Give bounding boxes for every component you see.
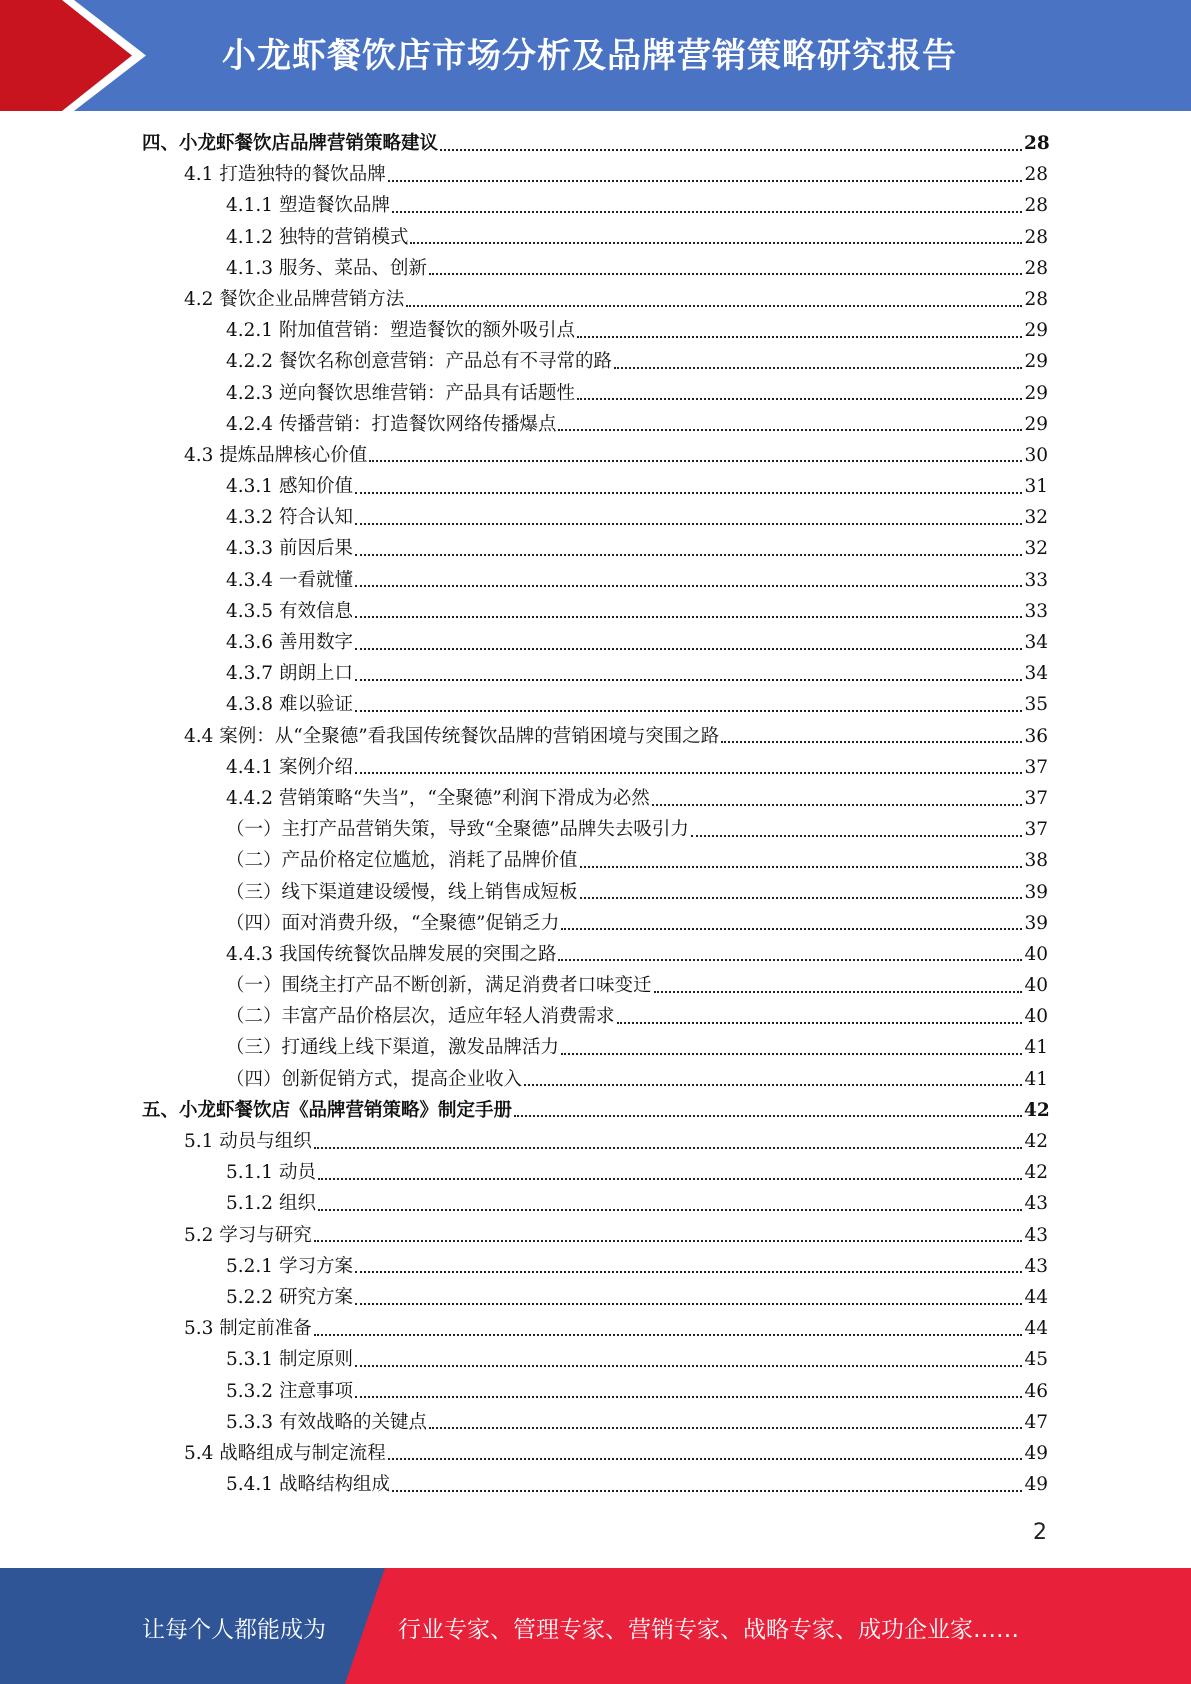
toc-entry-page: 30 — [1024, 444, 1048, 466]
toc-entry-title: 5.4 战略组成与制定流程 — [184, 1442, 386, 1464]
toc-entry-title: 5.2.1 学习方案 — [226, 1255, 353, 1277]
toc-entry[interactable] — [0, 627, 1191, 658]
toc-entry[interactable] — [0, 1344, 1191, 1375]
toc-entry-page: 35 — [1024, 694, 1048, 716]
dot-leader — [614, 367, 1022, 369]
toc-entry-title: 4.3 提炼品牌核心价值 — [184, 444, 368, 466]
toc-entry-page: 46 — [1024, 1380, 1048, 1402]
toc-entry-page: 42 — [1024, 1131, 1048, 1152]
dot-leader — [369, 460, 1022, 462]
toc-entry[interactable] — [0, 315, 1191, 346]
toc-entry-page: 34 — [1024, 632, 1048, 653]
dot-leader — [524, 1084, 1022, 1086]
toc-entry-title: （四）面对消费升级，“全聚德”促销乏力 — [226, 912, 560, 934]
toc-entry[interactable] — [0, 845, 1191, 876]
toc-entry-title: 5.1.1 动员 — [226, 1162, 316, 1184]
toc-entry-title: 4.1 打造独特的餐饮品牌 — [184, 164, 386, 186]
toc-entry-page: 28 — [1024, 164, 1048, 186]
toc-entry-title: 四、小龙虾餐饮店品牌营销策略建议 — [142, 133, 439, 154]
table-of-contents — [0, 128, 1191, 1500]
dot-leader — [355, 679, 1022, 681]
toc-entry-title: （三）线下渠道建设缓慢，线上销售成短板 — [226, 881, 578, 903]
dot-leader — [355, 648, 1022, 650]
toc-entry-page: 40 — [1024, 943, 1048, 965]
toc-entry-page: 29 — [1024, 413, 1048, 435]
toc-entry[interactable] — [0, 190, 1191, 221]
toc-entry-title: 4.1.1 塑造餐饮品牌 — [226, 195, 390, 217]
dot-leader — [580, 897, 1022, 899]
toc-entry-title: （一）围绕主打产品不断创新，满足消费者口味变迁 — [226, 975, 652, 997]
toc-entry-title: （四）创新促销方式，提高企业收入 — [226, 1068, 523, 1090]
toc-entry-title: 4.4.3 我国传统餐饮品牌发展的突围之路 — [226, 943, 557, 965]
toc-entry-title: 4.1.2 独特的营销模式 — [226, 226, 409, 248]
dot-leader — [314, 1147, 1022, 1149]
toc-entry-page: 29 — [1024, 351, 1048, 373]
toc-entry[interactable] — [0, 284, 1191, 315]
toc-entry-page: 33 — [1024, 600, 1048, 622]
toc-entry-title: 4.2.4 传播营销：打造餐饮网络传播爆点 — [226, 413, 557, 435]
toc-entry[interactable] — [0, 1001, 1191, 1032]
dot-leader — [558, 429, 1022, 431]
toc-entry-title: 4.3.4 一看就懂 — [226, 569, 353, 591]
dot-leader — [561, 1053, 1022, 1055]
toc-entry[interactable] — [0, 471, 1191, 502]
toc-entry-page: 29 — [1024, 320, 1048, 342]
toc-entry-page: 28 — [1024, 195, 1048, 217]
toc-entry-page: 41 — [1024, 1037, 1048, 1059]
dot-leader — [355, 585, 1022, 587]
toc-entry-title: 4.2.3 逆向餐饮思维营销：产品具有话题性 — [226, 382, 575, 404]
dot-leader — [355, 554, 1022, 556]
toc-entry[interactable] — [0, 378, 1191, 409]
dot-leader — [355, 1365, 1022, 1367]
toc-entry-page: 28 — [1024, 133, 1050, 154]
toc-entry[interactable] — [0, 596, 1191, 627]
toc-entry[interactable] — [0, 689, 1191, 720]
footer-banner — [0, 1568, 1191, 1684]
dot-leader — [654, 991, 1022, 993]
dot-leader — [355, 1271, 1022, 1273]
toc-entry-title: 5.1 动员与组织 — [184, 1131, 312, 1152]
toc-entry[interactable] — [0, 1032, 1191, 1063]
dot-leader — [580, 866, 1022, 868]
dot-leader — [318, 1178, 1022, 1180]
toc-entry[interactable] — [0, 939, 1191, 970]
toc-entry[interactable] — [0, 1376, 1191, 1407]
toc-entry[interactable] — [0, 128, 1191, 159]
toc-entry-page: 28 — [1024, 257, 1048, 279]
toc-entry-title: 4.4.2 营销策略“失当”，“全聚德”利润下滑成为必然 — [226, 787, 650, 809]
dot-leader — [355, 1396, 1022, 1398]
dot-leader — [652, 804, 1022, 806]
footer-slogan-left: 让每个人都能成为 — [142, 1617, 326, 1643]
toc-entry-title: 4.3.7 朗朗上口 — [226, 663, 353, 685]
toc-entry[interactable] — [0, 814, 1191, 845]
dot-leader — [577, 336, 1022, 338]
toc-entry[interactable] — [0, 1064, 1191, 1095]
toc-entry[interactable] — [0, 1126, 1191, 1157]
toc-entry-title: （二）丰富产品价格层次，适应年轻人消费需求 — [226, 1006, 615, 1028]
toc-entry-page: 36 — [1024, 725, 1048, 747]
toc-entry-title: 4.3.6 善用数字 — [226, 632, 353, 653]
dot-leader — [617, 1022, 1022, 1024]
toc-entry-title: 4.3.3 前因后果 — [226, 538, 353, 560]
dot-leader — [355, 523, 1022, 525]
toc-entry-page: 42 — [1024, 1099, 1050, 1121]
toc-entry[interactable] — [0, 783, 1191, 814]
toc-entry-page: 37 — [1024, 756, 1048, 778]
toc-entry-page: 37 — [1024, 819, 1048, 841]
dot-leader — [318, 1209, 1022, 1211]
toc-entry-title: 5.3.2 注意事项 — [226, 1380, 353, 1402]
page-number: 2 — [1033, 1520, 1047, 1545]
toc-entry-title: 4.3.5 有效信息 — [226, 600, 353, 622]
toc-entry-page: 33 — [1024, 569, 1048, 591]
toc-entry[interactable] — [0, 1469, 1191, 1500]
toc-entry[interactable] — [0, 970, 1191, 1001]
toc-entry-page: 38 — [1024, 850, 1048, 872]
document-title: 小龙虾餐饮店市场分析及品牌营销策略研究报告 — [222, 36, 957, 76]
toc-entry-title: 4.2.2 餐饮名称创意营销：产品总有不寻常的路 — [226, 351, 612, 373]
toc-entry[interactable] — [0, 658, 1191, 689]
toc-entry-page: 29 — [1024, 382, 1048, 404]
toc-entry-title: 5.2.2 研究方案 — [226, 1286, 353, 1308]
dot-leader — [429, 273, 1022, 275]
dot-leader — [388, 1458, 1022, 1460]
toc-entry-page: 40 — [1024, 1006, 1048, 1028]
dot-leader — [392, 211, 1022, 213]
toc-entry-page: 37 — [1024, 787, 1048, 809]
toc-entry[interactable] — [0, 1188, 1191, 1219]
toc-entry-page: 43 — [1024, 1255, 1048, 1277]
toc-entry-title: 5.2 学习与研究 — [184, 1224, 312, 1246]
dot-leader — [314, 1334, 1022, 1336]
toc-entry[interactable] — [0, 1095, 1191, 1126]
toc-entry-page: 40 — [1024, 975, 1048, 997]
toc-entry-title: 5.3 制定前准备 — [184, 1318, 312, 1340]
toc-entry[interactable] — [0, 1251, 1191, 1282]
toc-entry[interactable] — [0, 409, 1191, 440]
toc-entry-title: （二）产品价格定位尴尬，消耗了品牌价值 — [226, 850, 578, 872]
toc-entry-page: 43 — [1024, 1193, 1048, 1215]
toc-entry[interactable] — [0, 222, 1191, 253]
dot-leader — [355, 710, 1022, 712]
toc-entry[interactable] — [0, 721, 1191, 752]
toc-entry[interactable] — [0, 159, 1191, 190]
toc-entry-title: 5.3.1 制定原则 — [226, 1349, 353, 1371]
toc-entry[interactable] — [0, 533, 1191, 564]
toc-entry-page: 49 — [1024, 1442, 1048, 1464]
dot-leader — [561, 928, 1022, 930]
dot-leader — [392, 1490, 1022, 1492]
toc-entry-page: 44 — [1024, 1318, 1048, 1340]
toc-entry[interactable] — [0, 440, 1191, 471]
dot-leader — [721, 741, 1022, 743]
dot-leader — [691, 835, 1022, 837]
toc-entry-page: 47 — [1024, 1411, 1048, 1433]
toc-entry-page: 34 — [1024, 663, 1048, 685]
toc-entry[interactable] — [0, 1157, 1191, 1188]
toc-entry[interactable] — [0, 502, 1191, 533]
toc-entry-page: 44 — [1024, 1286, 1048, 1308]
toc-entry-title: 4.2.1 附加值营销：塑造餐饮的额外吸引点 — [226, 320, 575, 342]
toc-entry-page: 32 — [1024, 507, 1048, 529]
dot-leader — [410, 242, 1022, 244]
dot-leader — [355, 616, 1022, 618]
toc-entry-page: 49 — [1024, 1474, 1048, 1496]
toc-entry-page: 28 — [1024, 288, 1048, 310]
toc-entry-title: 5.1.2 组织 — [226, 1193, 316, 1215]
footer-slogan-right: 行业专家、管理专家、营销专家、战略专家、成功企业家…… — [398, 1617, 1019, 1643]
dot-leader — [440, 149, 1022, 151]
dot-leader — [577, 398, 1022, 400]
toc-entry[interactable] — [0, 908, 1191, 939]
toc-entry-title: 4.4 案例：从“全聚德”看我国传统餐饮品牌的营销困境与突围之路 — [184, 725, 720, 747]
toc-entry-page: 39 — [1024, 881, 1048, 903]
toc-entry-title: （三）打通线上线下渠道，激发品牌活力 — [226, 1037, 560, 1059]
toc-entry[interactable] — [0, 752, 1191, 783]
header-banner — [0, 0, 1191, 111]
toc-entry-page: 31 — [1024, 476, 1048, 498]
dot-leader — [429, 1427, 1022, 1429]
toc-entry-page: 41 — [1024, 1068, 1048, 1090]
toc-entry[interactable] — [0, 1282, 1191, 1313]
toc-entry-title: 5.4.1 战略结构组成 — [226, 1474, 390, 1496]
dot-leader — [355, 1303, 1022, 1305]
toc-entry-page: 45 — [1024, 1349, 1048, 1371]
toc-entry-title: 4.3.2 符合认知 — [226, 507, 353, 529]
dot-leader — [355, 492, 1022, 494]
toc-entry-title: 五、小龙虾餐饮店《品牌营销策略》制定手册 — [142, 1099, 513, 1121]
dot-leader — [314, 1240, 1022, 1242]
toc-entry-title: 4.4.1 案例介绍 — [226, 756, 353, 778]
toc-entry[interactable] — [0, 1438, 1191, 1469]
toc-entry-page: 32 — [1024, 538, 1048, 560]
toc-entry-title: 4.3.1 感知价值 — [226, 476, 353, 498]
toc-entry-page: 43 — [1024, 1224, 1048, 1246]
toc-entry[interactable] — [0, 1313, 1191, 1344]
toc-entry[interactable] — [0, 253, 1191, 284]
dot-leader — [558, 959, 1022, 961]
dot-leader — [406, 305, 1022, 307]
dot-leader — [388, 180, 1022, 182]
toc-entry-title: 4.1.3 服务、菜品、创新 — [226, 257, 427, 279]
toc-entry[interactable] — [0, 877, 1191, 908]
toc-entry[interactable] — [0, 565, 1191, 596]
dot-leader — [355, 772, 1022, 774]
toc-entry[interactable] — [0, 346, 1191, 377]
toc-entry-page: 42 — [1024, 1162, 1048, 1184]
toc-entry-title: 4.3.8 难以验证 — [226, 694, 353, 716]
toc-entry-title: 5.3.3 有效战略的关键点 — [226, 1411, 427, 1433]
toc-entry[interactable] — [0, 1220, 1191, 1251]
toc-entry-title: 4.2 餐饮企业品牌营销方法 — [184, 288, 405, 310]
toc-entry-page: 28 — [1024, 226, 1048, 248]
header-arrow-graphic — [0, 0, 160, 111]
toc-entry-page: 39 — [1024, 912, 1048, 934]
dot-leader — [514, 1115, 1022, 1117]
toc-entry-title: （一）主打产品营销失策，导致“全聚德”品牌失去吸引力 — [226, 819, 689, 841]
toc-entry[interactable] — [0, 1407, 1191, 1438]
